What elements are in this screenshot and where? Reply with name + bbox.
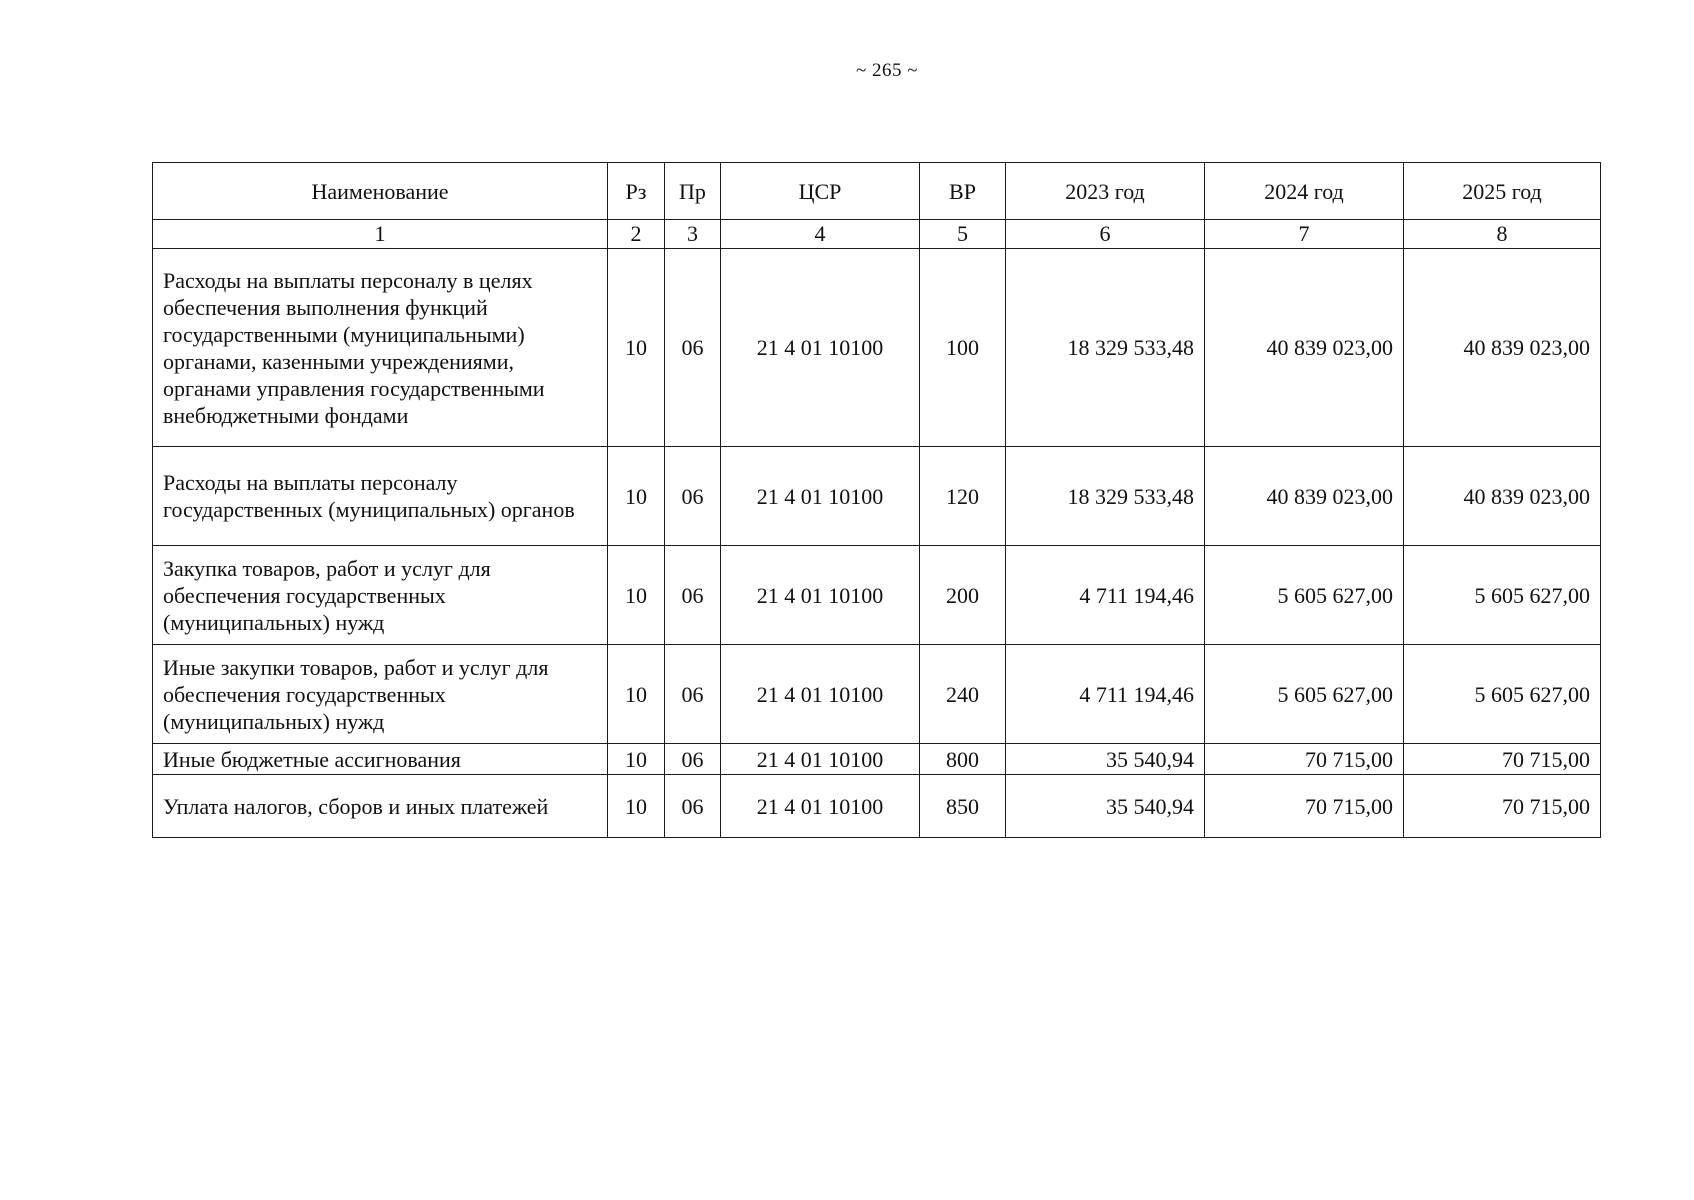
cell-2024: 70 715,00 (1205, 744, 1404, 775)
cell-2025: 70 715,00 (1404, 744, 1601, 775)
column-number: 2 (608, 220, 665, 249)
budget-table (152, 162, 1601, 838)
cell-2024: 5 605 627,00 (1205, 546, 1404, 645)
cell-2023: 4 711 194,46 (1006, 546, 1205, 645)
header-row (153, 163, 1601, 220)
column-number: 3 (665, 220, 721, 249)
table-row (153, 546, 1601, 645)
cell-csr: 21 4 01 10100 (721, 546, 920, 645)
cell-csr: 21 4 01 10100 (721, 744, 920, 775)
column-number: 6 (1006, 220, 1205, 249)
cell-vr: 240 (920, 645, 1006, 744)
page-number: ~ 265 ~ (855, 60, 919, 81)
header-pr: Пр (665, 163, 721, 220)
header-2025: 2025 год (1404, 163, 1601, 220)
cell-pr: 06 (665, 645, 721, 744)
cell-rz: 10 (608, 775, 665, 838)
cell-2025: 40 839 023,00 (1404, 249, 1601, 447)
column-number: 4 (721, 220, 920, 249)
header-vr: ВР (920, 163, 1006, 220)
header-2024: 2024 год (1205, 163, 1404, 220)
cell-name: Расходы на выплаты персоналу в целях обеспечения выполнения функций государственными (муниципальными) органами, казенными учреждениями, органами управления государственными внебюджетными фондами (153, 249, 608, 447)
cell-pr: 06 (665, 447, 721, 546)
cell-pr: 06 (665, 546, 721, 645)
column-number: 8 (1404, 220, 1601, 249)
cell-2025: 70 715,00 (1404, 775, 1601, 838)
cell-2024: 40 839 023,00 (1205, 447, 1404, 546)
cell-2025: 5 605 627,00 (1404, 645, 1601, 744)
cell-2025: 40 839 023,00 (1404, 447, 1601, 546)
cell-name: Уплата налогов, сборов и иных платежей (153, 775, 608, 838)
cell-vr: 850 (920, 775, 1006, 838)
cell-name: Иные закупки товаров, работ и услуг для обеспечения государственных (муниципальных) нужд (153, 645, 608, 744)
cell-name: Закупка товаров, работ и услуг для обеспечения государственных (муниципальных) нужд (153, 546, 608, 645)
cell-rz: 10 (608, 546, 665, 645)
cell-vr: 800 (920, 744, 1006, 775)
header-csr: ЦСР (721, 163, 920, 220)
column-number: 5 (920, 220, 1006, 249)
table-row (153, 447, 1601, 546)
cell-rz: 10 (608, 744, 665, 775)
cell-pr: 06 (665, 744, 721, 775)
cell-name: Расходы на выплаты персоналу государственных (муниципальных) органов (153, 447, 608, 546)
cell-name: Иные бюджетные ассигнования (153, 744, 608, 775)
header-name: Наименование (153, 163, 608, 220)
cell-csr: 21 4 01 10100 (721, 447, 920, 546)
cell-2023: 4 711 194,46 (1006, 645, 1205, 744)
cell-vr: 120 (920, 447, 1006, 546)
cell-2023: 18 329 533,48 (1006, 249, 1205, 447)
cell-2023: 35 540,94 (1006, 775, 1205, 838)
cell-2025: 5 605 627,00 (1404, 546, 1601, 645)
header-rz: Рз (608, 163, 665, 220)
cell-vr: 200 (920, 546, 1006, 645)
cell-2024: 70 715,00 (1205, 775, 1404, 838)
cell-vr: 100 (920, 249, 1006, 447)
table-row (153, 249, 1601, 447)
column-number-row (153, 220, 1601, 249)
table-row (153, 775, 1601, 838)
cell-2024: 5 605 627,00 (1205, 645, 1404, 744)
cell-rz: 10 (608, 645, 665, 744)
cell-2023: 35 540,94 (1006, 744, 1205, 775)
cell-rz: 10 (608, 249, 665, 447)
column-number: 1 (153, 220, 608, 249)
table-row (153, 744, 1601, 775)
header-2023: 2023 год (1006, 163, 1205, 220)
cell-rz: 10 (608, 447, 665, 546)
cell-pr: 06 (665, 775, 721, 838)
cell-2024: 40 839 023,00 (1205, 249, 1404, 447)
cell-csr: 21 4 01 10100 (721, 645, 920, 744)
table-row (153, 645, 1601, 744)
cell-csr: 21 4 01 10100 (721, 249, 920, 447)
cell-pr: 06 (665, 249, 721, 447)
cell-csr: 21 4 01 10100 (721, 775, 920, 838)
column-number: 7 (1205, 220, 1404, 249)
cell-2023: 18 329 533,48 (1006, 447, 1205, 546)
